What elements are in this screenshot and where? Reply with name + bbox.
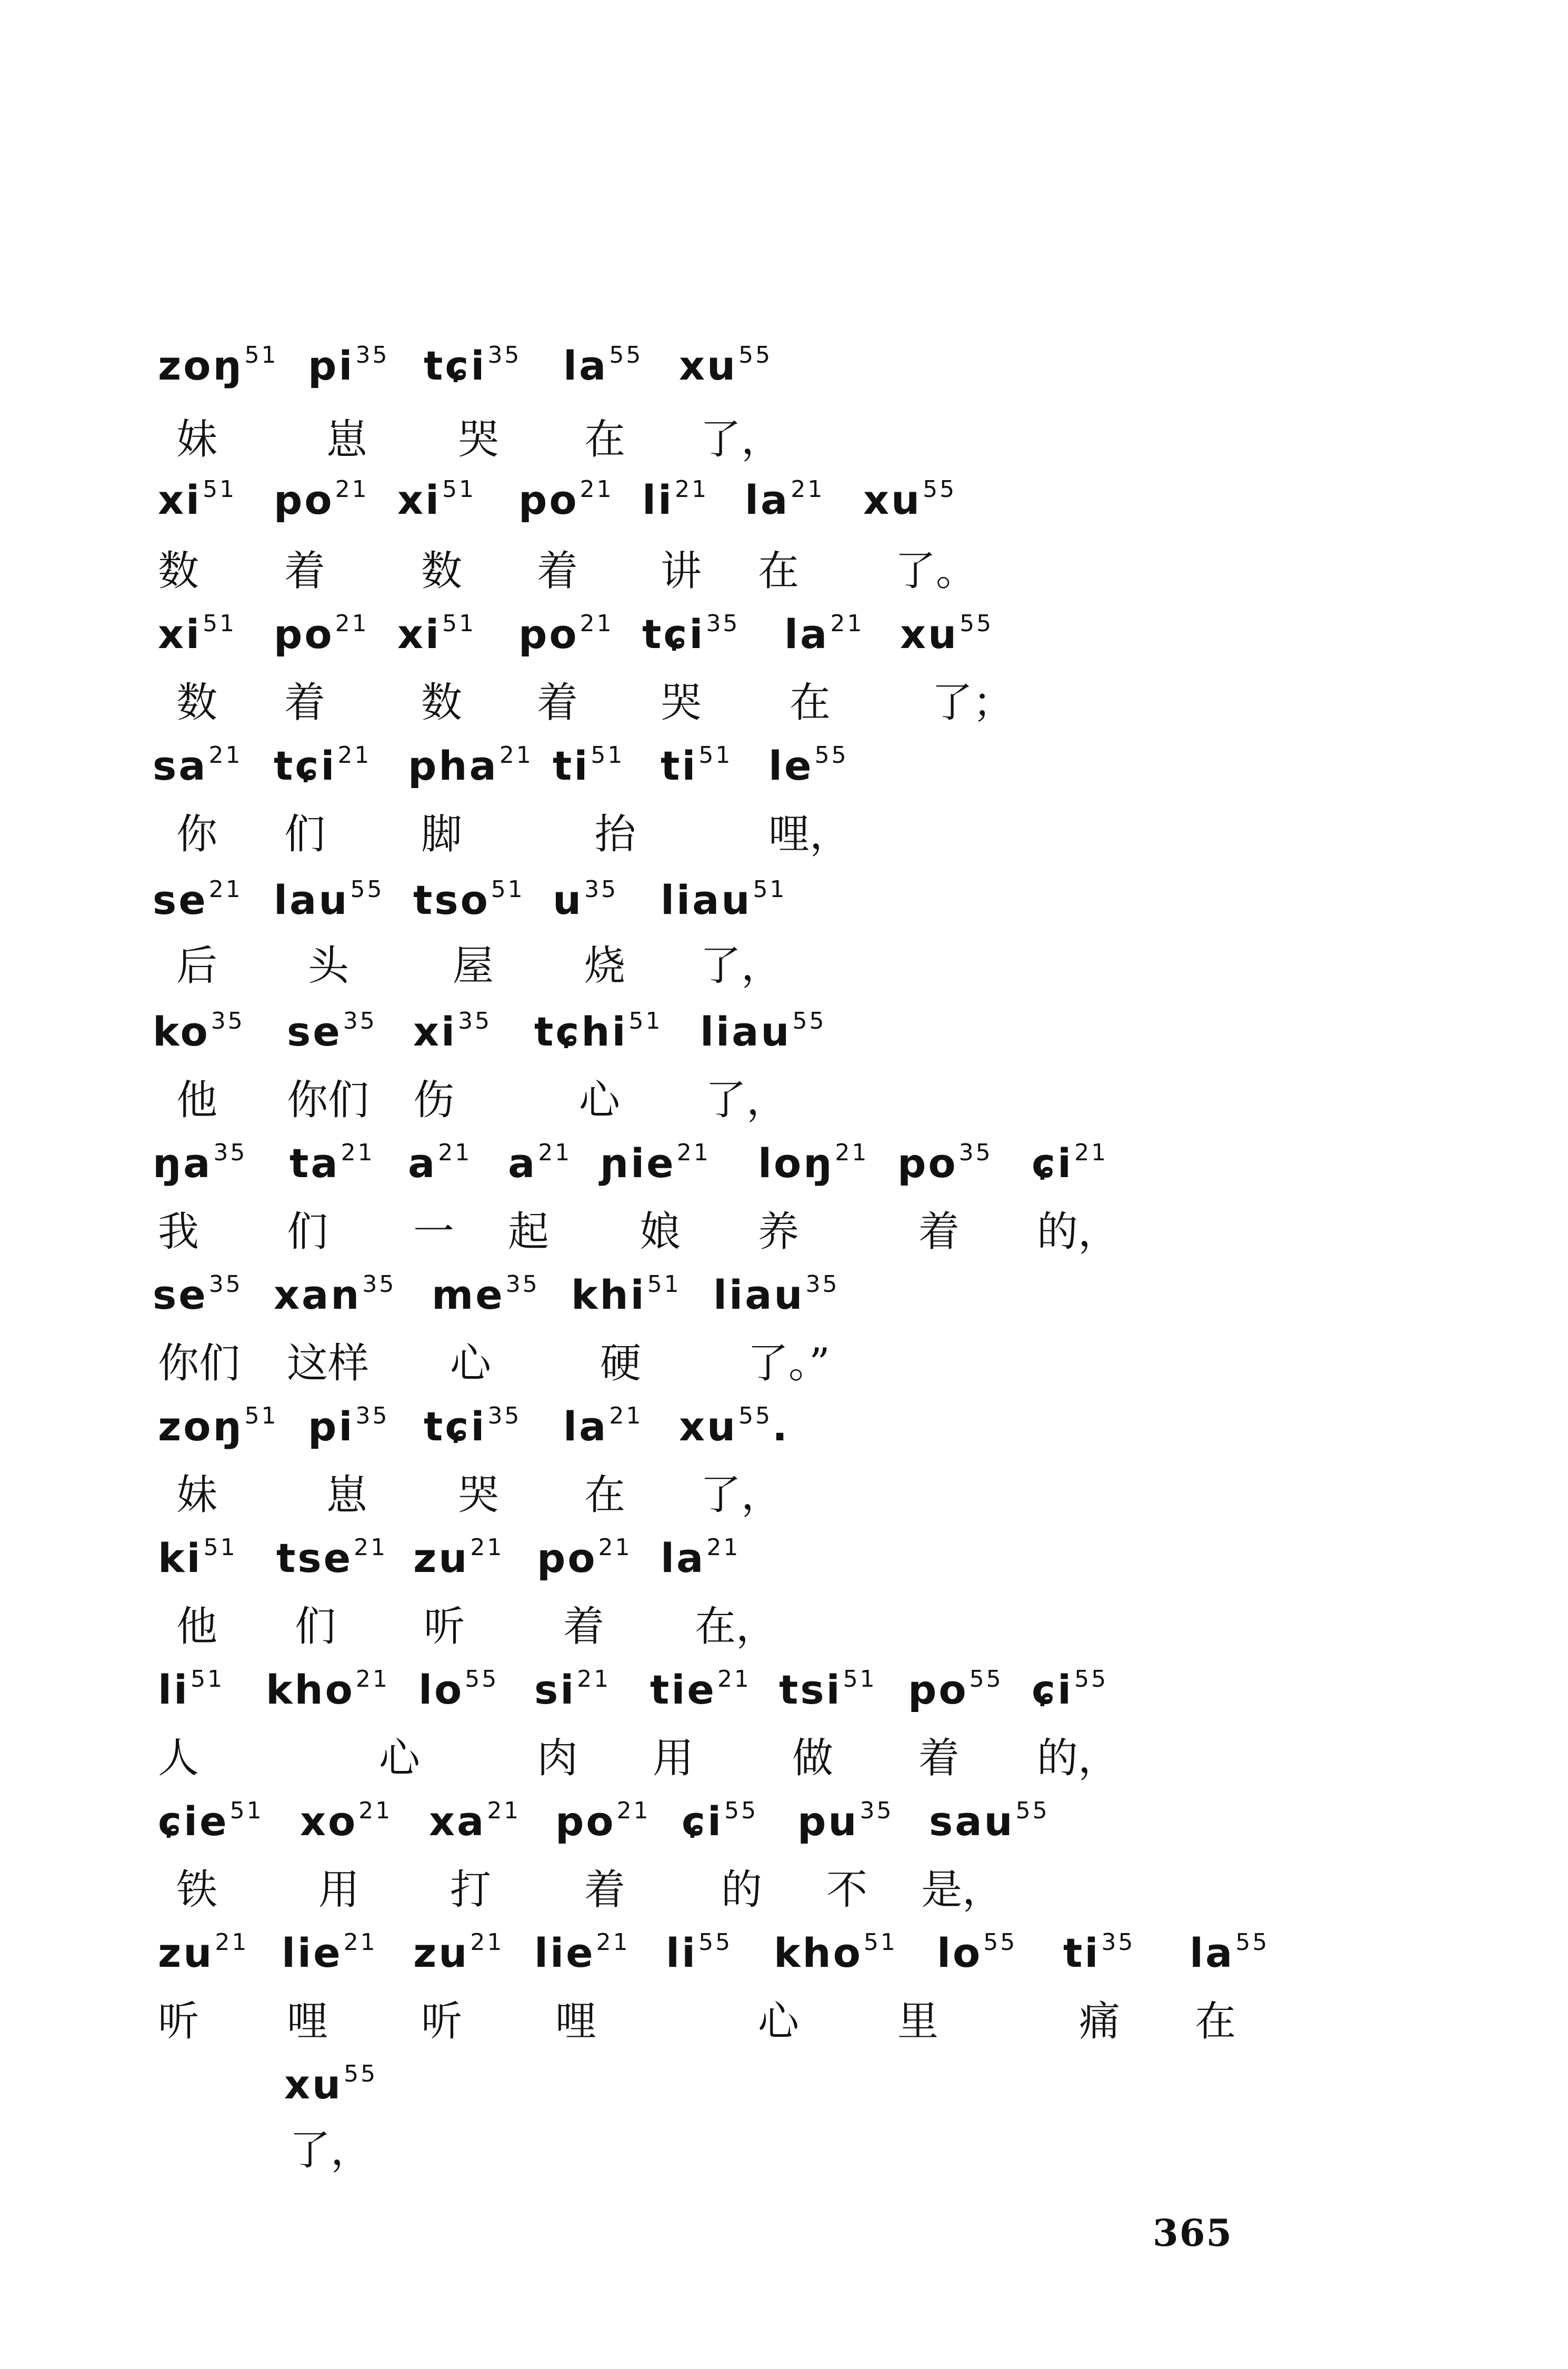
gloss-word: 起	[508, 1208, 550, 1256]
syllable: kho$^{51}$	[774, 1928, 897, 1976]
gloss-word: 听	[158, 1998, 199, 2045]
gloss-word: 着	[584, 1866, 626, 1914]
syllable: pha$^{21}$	[408, 741, 533, 789]
syllable: loŋ$^{21}$	[758, 1139, 869, 1187]
page-number: 365	[1153, 2211, 1233, 2255]
gloss-word: 了，	[700, 942, 783, 990]
gloss-word: 你	[176, 811, 218, 858]
syllable: $xi^{51}$	[397, 610, 476, 658]
gloss-word: 们	[295, 1603, 336, 1650]
transcription-line	[0, 1006, 1568, 1069]
syllable: ɕi$^{21}$	[1032, 1139, 1108, 1187]
syllable: $lo^{55}$	[418, 1665, 499, 1713]
gloss-word: 哩	[287, 1998, 328, 2045]
syllable: $xo^{21}$	[300, 1797, 393, 1845]
gloss-word: 着	[284, 679, 326, 726]
gloss-word: 在，	[695, 1603, 777, 1650]
gloss-word: 听	[421, 1998, 463, 2045]
gloss-word: 数	[421, 548, 463, 595]
gloss-line	[0, 1993, 1568, 2056]
syllable: $po^{21}$	[518, 610, 614, 658]
syllable: $po^{21}$	[555, 1797, 651, 1845]
syllable: sau$^{55}$	[929, 1797, 1050, 1845]
gloss-word: 头	[308, 942, 349, 990]
syllable: $li^{21}$	[642, 475, 709, 523]
transcription-line	[0, 340, 1568, 403]
transcription-line	[0, 874, 1568, 937]
syllable: tie$^{21}$	[650, 1665, 751, 1713]
syllable: $la^{55}$	[1190, 1928, 1270, 1976]
transcription-line	[0, 1137, 1568, 1200]
gloss-word: 这样	[287, 1340, 369, 1387]
syllable: $xu^{55}$	[284, 2060, 378, 2108]
gloss-word: 了，	[700, 416, 783, 463]
syllable: $xu^{55}$	[900, 610, 994, 658]
syllable: $xu^{55}$.	[679, 1402, 790, 1450]
transcription-line	[0, 608, 1568, 671]
gloss-word: 着	[537, 679, 578, 726]
gloss-word: 心	[379, 1735, 421, 1782]
syllable: tɕi$^{35}$	[424, 341, 522, 389]
gloss-word: 数	[421, 679, 463, 726]
syllable: tɕi$^{35}$	[424, 1402, 522, 1450]
gloss-word: 们	[287, 1208, 328, 1256]
gloss-word: 数	[158, 548, 199, 595]
gloss-word: 后	[176, 942, 218, 990]
syllable: tsi$^{51}$	[779, 1665, 877, 1713]
syllable: khi$^{51}$	[571, 1270, 681, 1318]
gloss-word: 了，	[289, 2127, 372, 2174]
syllable: $po^{21}$	[537, 1534, 632, 1581]
syllable: $po^{35}$	[897, 1139, 993, 1187]
syllable: kho$^{21}$	[266, 1665, 389, 1713]
gloss-word: 不	[826, 1866, 868, 1914]
gloss-word: 哩，	[768, 811, 851, 858]
syllable: $ko^{35}$	[153, 1007, 245, 1055]
syllable: $la^{21}$	[563, 1402, 643, 1450]
gloss-word: 们	[284, 811, 326, 858]
gloss-word: 数	[176, 679, 218, 726]
syllable: liau$^{35}$	[713, 1270, 840, 1318]
gloss-word: 人	[158, 1735, 199, 1782]
syllable: $la^{21}$	[661, 1534, 741, 1581]
gloss-word: 了，	[700, 1471, 783, 1519]
gloss-word: 用	[318, 1866, 360, 1914]
gloss-word: 心	[758, 1998, 800, 2045]
gloss-word: 着	[563, 1603, 605, 1650]
gloss-word: 了。”	[747, 1340, 830, 1387]
syllable: lau$^{55}$	[274, 875, 384, 923]
gloss-word: 我	[158, 1208, 199, 1256]
syllable: $se^{35}$	[153, 1270, 243, 1318]
syllable: $le^{55}$	[768, 741, 848, 789]
gloss-word: 在	[584, 1471, 626, 1519]
gloss-word: 屋	[453, 942, 494, 990]
transcription-line	[0, 2058, 1568, 2122]
syllable: tɕi$^{21}$	[274, 741, 372, 789]
gloss-line	[0, 674, 1568, 737]
syllable: $ta^{21}$	[289, 1139, 375, 1187]
gloss-word: 在	[584, 416, 626, 463]
gloss-word: 崽	[326, 416, 368, 463]
syllable: $zu^{21}$	[413, 1534, 504, 1581]
syllable: $xi^{51}$	[158, 610, 237, 658]
gloss-word: 硬	[600, 1340, 642, 1387]
gloss-word: 他	[176, 1077, 218, 1124]
syllable: $xi^{51}$	[158, 475, 237, 523]
syllable: tse$^{21}$	[276, 1534, 388, 1581]
gloss-line	[0, 411, 1568, 474]
gloss-word: 你们	[287, 1077, 369, 1124]
gloss-line	[0, 805, 1568, 869]
gloss-word: 妹	[176, 416, 218, 463]
gloss-word: 妹	[176, 1471, 218, 1519]
syllable: tɕhi$^{51}$	[534, 1007, 663, 1055]
syllable: zoŋ$^{51}$	[158, 341, 278, 389]
transcription-line	[0, 1664, 1568, 1727]
gloss-word: 烧	[584, 942, 626, 990]
syllable: zoŋ$^{51}$	[158, 1402, 278, 1450]
transcription-line	[0, 740, 1568, 803]
gloss-word: 哭	[458, 416, 500, 463]
gloss-line	[0, 1071, 1568, 1134]
syllable: $la^{55}$	[563, 341, 643, 389]
gloss-word: 铁	[176, 1866, 218, 1914]
gloss-word: 你们	[158, 1340, 241, 1387]
syllable: $se^{21}$	[153, 875, 243, 923]
syllable: $xi^{35}$	[413, 1007, 492, 1055]
syllable: $ti^{35}$	[1063, 1928, 1135, 1976]
syllable: $a^{21}$	[508, 1139, 572, 1187]
gloss-word: 的，	[1037, 1208, 1120, 1256]
syllable: liau$^{51}$	[661, 875, 787, 923]
gloss-word: 在	[758, 548, 800, 595]
transcription-line	[0, 1400, 1568, 1464]
gloss-word: 了，	[705, 1077, 788, 1124]
syllable: $xi^{51}$	[397, 475, 476, 523]
syllable: $la^{21}$	[745, 475, 825, 523]
syllable: ɲie$^{21}$	[600, 1139, 711, 1187]
gloss-word: 打	[450, 1866, 492, 1914]
gloss-word: 是，	[921, 1866, 1004, 1914]
gloss-word: 哭	[458, 1471, 500, 1519]
gloss-word: 养	[758, 1208, 800, 1256]
syllable: $u^{35}$	[553, 875, 618, 923]
transcription-line	[0, 1532, 1568, 1595]
gloss-word: 着	[284, 548, 326, 595]
gloss-word: 着	[537, 548, 578, 595]
syllable: $pi^{35}$	[308, 341, 389, 389]
gloss-line	[0, 1335, 1568, 1398]
syllable: tso$^{51}$	[413, 875, 525, 923]
gloss-line	[0, 1861, 1568, 1924]
syllable: ɕie$^{51}$	[158, 1797, 264, 1845]
gloss-word: 听	[424, 1603, 465, 1650]
syllable: $pu^{35}$	[797, 1797, 894, 1845]
syllable: $a^{21}$	[408, 1139, 472, 1187]
gloss-line	[0, 937, 1568, 1000]
syllable: $po^{21}$	[274, 475, 369, 523]
syllable: $xu^{55}$	[679, 341, 773, 389]
syllable: $zu^{21}$	[158, 1928, 249, 1976]
gloss-word: 心	[579, 1077, 621, 1124]
syllable: $po^{21}$	[274, 610, 369, 658]
syllable: tɕi$^{35}$	[642, 610, 740, 658]
gloss-line	[0, 1598, 1568, 1661]
syllable: $po^{55}$	[908, 1665, 1003, 1713]
syllable: xan$^{35}$	[274, 1270, 396, 1318]
gloss-word: 在	[790, 679, 831, 726]
syllable: lie$^{21}$	[534, 1928, 630, 1976]
gloss-word: 心	[450, 1340, 492, 1387]
syllable: $xu^{55}$	[863, 475, 957, 523]
gloss-line	[0, 1729, 1568, 1793]
syllable: ɕi$^{55}$	[1032, 1665, 1108, 1713]
gloss-word: 痛	[1079, 1998, 1121, 2045]
syllable: ɕi$^{55}$	[682, 1797, 758, 1845]
syllable: $me^{35}$	[432, 1270, 540, 1318]
syllable: $sa^{21}$	[153, 741, 243, 789]
transcription-line	[0, 474, 1568, 537]
syllable: $zu^{21}$	[413, 1928, 504, 1976]
syllable: $se^{35}$	[287, 1007, 377, 1055]
syllable: $li^{51}$	[158, 1665, 225, 1713]
gloss-line	[0, 2122, 1568, 2185]
syllable: $lo^{55}$	[937, 1928, 1017, 1976]
gloss-word: 了；	[932, 679, 1014, 726]
gloss-word: 着	[918, 1735, 960, 1782]
gloss-line	[0, 542, 1568, 605]
syllable: liau$^{55}$	[700, 1007, 826, 1055]
gloss-line	[0, 1466, 1568, 1529]
syllable: lie$^{21}$	[282, 1928, 377, 1976]
gloss-word: 在	[1195, 1998, 1236, 2045]
transcription-line	[0, 1927, 1568, 1990]
syllable: $pi^{35}$	[308, 1402, 389, 1450]
gloss-word: 一	[413, 1208, 455, 1256]
gloss-word: 的	[721, 1866, 763, 1914]
gloss-word: 肉	[537, 1735, 578, 1782]
gloss-word: 着	[918, 1208, 960, 1256]
gloss-word: 用	[653, 1735, 694, 1782]
gloss-word: 脚	[421, 811, 463, 858]
gloss-word: 娘	[640, 1208, 681, 1256]
gloss-word: 抬	[595, 811, 636, 858]
gloss-word: 哭	[661, 679, 702, 726]
syllable: $li^{55}$	[666, 1928, 733, 1976]
syllable: $po^{21}$	[518, 475, 614, 523]
syllable: $si^{21}$	[534, 1665, 611, 1713]
transcription-line	[0, 1795, 1568, 1858]
gloss-word: 的，	[1037, 1735, 1120, 1782]
gloss-word: 里	[897, 1998, 939, 2045]
syllable: $ti^{51}$	[661, 741, 733, 789]
gloss-word: 伤	[413, 1077, 455, 1124]
gloss-word: 了。	[895, 548, 977, 595]
syllable: $ŋa^{35}$	[153, 1139, 247, 1187]
gloss-line	[0, 1203, 1568, 1266]
syllable: $la^{21}$	[784, 610, 864, 658]
gloss-word: 讲	[661, 548, 702, 595]
syllable: $ki^{51}$	[158, 1534, 237, 1581]
syllable: $ti^{51}$	[553, 741, 625, 789]
gloss-word: 他	[176, 1603, 218, 1650]
gloss-word: 哩	[555, 1998, 597, 2045]
transcription-line	[0, 1269, 1568, 1332]
gloss-word: 崽	[326, 1471, 368, 1519]
gloss-word: 做	[792, 1735, 834, 1782]
syllable: $xa^{21}$	[429, 1797, 521, 1845]
